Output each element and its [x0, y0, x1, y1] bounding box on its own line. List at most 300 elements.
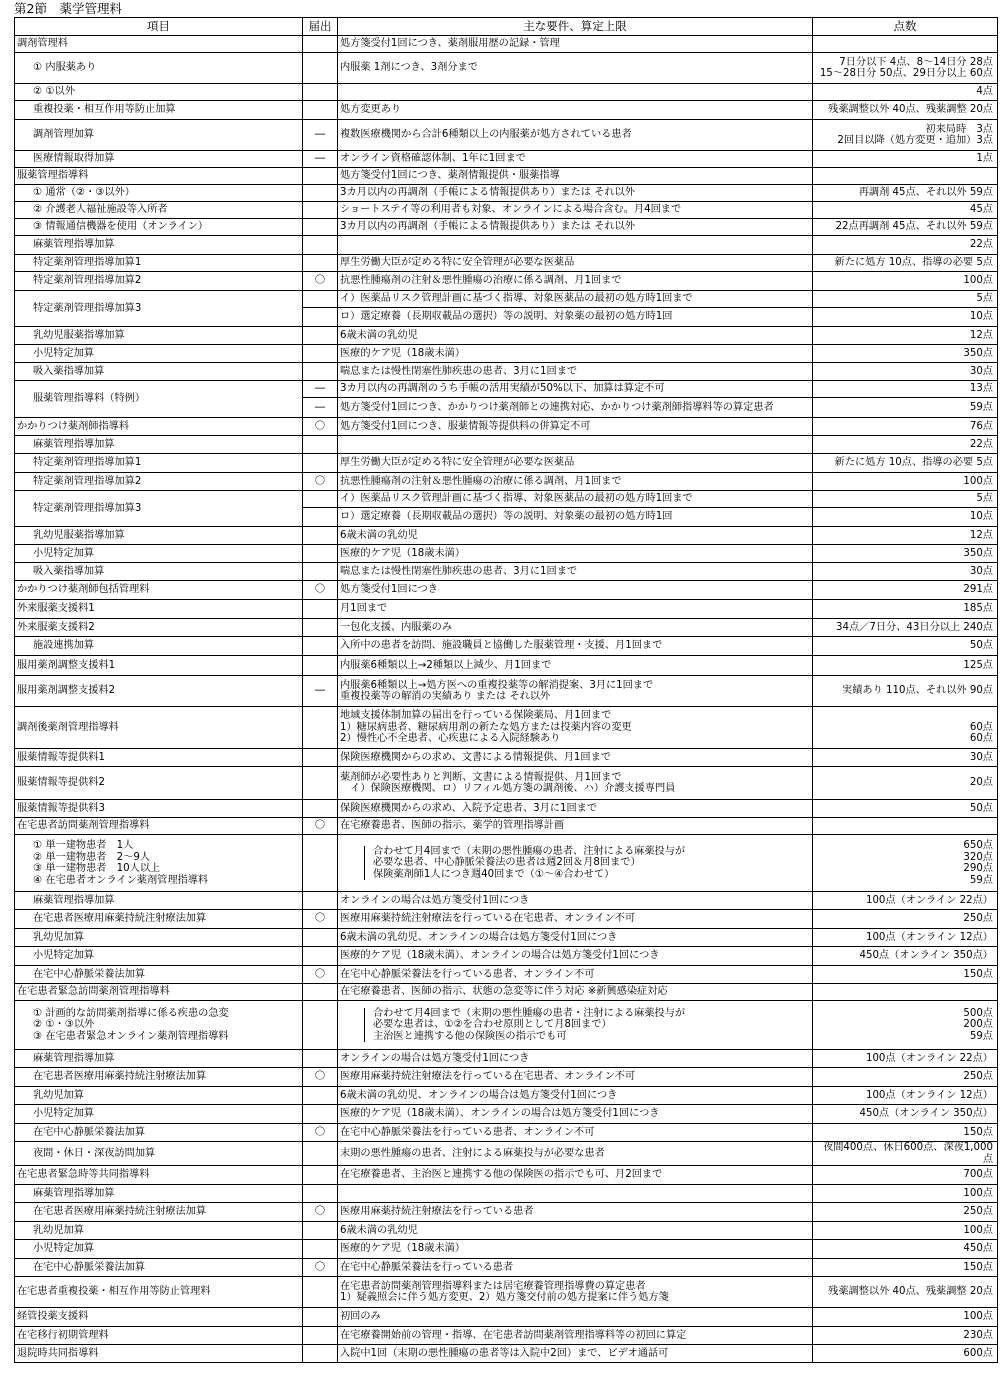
row-points: 150点 [813, 1259, 998, 1277]
row-points: 100点 [813, 1185, 998, 1203]
row-requirements: 3カ月以内の再調剤のうち手帳の活用実績が50%以下、加算は算定不可 [338, 381, 813, 398]
row-todoke [303, 1222, 338, 1240]
row-requirements: 医療用麻薬持続注射療法を行っている在宅患者、オンライン不可 [338, 910, 813, 929]
row-todoke [303, 345, 338, 363]
row-requirements: 医療的ケア児（18歳未満） [338, 345, 813, 363]
row-todoke: 〇 [303, 1259, 338, 1277]
table-row [15, 272, 998, 291]
row-todoke [303, 1345, 338, 1363]
row-item: 小児特定加算 [15, 1105, 303, 1124]
row-requirements: 処方箋受付1回につき、薬剤情報提供・服薬指導 [338, 168, 813, 185]
row-todoke: 〇 [303, 818, 338, 835]
row-item-list [15, 835, 303, 892]
row-todoke [303, 545, 338, 563]
row-requirements: 医療用麻薬持続注射療法を行っている患者 [338, 1203, 813, 1222]
row-todoke [303, 36, 338, 53]
row-item: 麻薬管理指導加算 [15, 892, 303, 910]
row-todoke: 〇 [303, 910, 338, 929]
row-requirements: 内服薬 1剤につき、3剤分まで [338, 53, 813, 84]
table-row [15, 892, 998, 910]
table-row [15, 101, 998, 120]
row-item: 特定薬剤管理指導加算1 [15, 255, 303, 272]
row-todoke [303, 707, 338, 749]
row-requirements: 抗悪性腫瘍剤の注射＆悪性腫瘍の治療に係る調剤、月1回まで [338, 473, 813, 491]
row-item: 麻薬管理指導加算 [15, 236, 303, 255]
row-requirements: 在宅中心静脈栄養法を行っている患者、オンライン不可 [338, 1124, 813, 1142]
row-requirements: 入院中1回（末期の悪性腫瘍の患者等は入院中2回）まで、ビデオ通話可 [338, 1345, 813, 1363]
row-todoke [303, 327, 338, 345]
requirement-line: 合わせて月4回まで（末期の悪性腫瘍の患者、注射による麻薬投与が [373, 845, 686, 857]
row-todoke: 〇 [303, 1068, 338, 1087]
row-requirements: 処方箋受付1回につき、かかりつけ薬剤師との連携対応、かかりつけ薬剤師指導料等の算定患者 [338, 398, 813, 418]
header-points: 点数 [813, 18, 998, 36]
table-row [15, 707, 998, 749]
row-requirements [338, 1185, 813, 1203]
row-requirements: 在宅療養患者、医師の指示、薬学的管理指導計画 [338, 818, 813, 835]
row-item: 外来服薬支援料1 [15, 600, 303, 619]
row-requirements [338, 236, 813, 255]
fee-table [14, 17, 998, 1363]
row-points: 20点 [813, 767, 998, 800]
row-points: 再調剤 45点、それ以外 59点 [813, 185, 998, 202]
row-todoke [303, 749, 338, 767]
row-todoke: 〇 [303, 1203, 338, 1222]
row-requirements: 6歳未満の乳幼児 [338, 1222, 813, 1240]
row-requirements: 在宅中心静脈栄養法を行っている患者、オンライン不可 [338, 966, 813, 984]
row-todoke [303, 255, 338, 272]
row-points: 30点 [813, 563, 998, 581]
row-todoke [303, 168, 338, 185]
row-todoke: 〇 [303, 1124, 338, 1142]
table-row [15, 185, 998, 202]
row-points: 230点 [813, 1327, 998, 1345]
row-todoke: 〇 [303, 581, 338, 600]
row-points: 100点（オンライン 12点） [813, 929, 998, 947]
table-row [15, 151, 998, 168]
row-points: 12点 [813, 527, 998, 545]
table-row [15, 947, 998, 966]
points-value: 320点 [963, 851, 993, 863]
row-requirements: 医療用麻薬持続注射療法を行っている在宅患者、オンライン不可 [338, 1068, 813, 1087]
row-item: 重複投薬・相互作用等防止加算 [15, 101, 303, 120]
table-row [15, 563, 998, 581]
row-todoke [303, 436, 338, 454]
table-row [15, 1166, 998, 1185]
row-requirements: 医療的ケア児（18歳未満）、オンラインの場合は処方箋受付1回につき [338, 947, 813, 966]
table-row [15, 749, 998, 767]
row-todoke: 〇 [303, 272, 338, 291]
list-item: ② ①・③以外 [33, 1019, 95, 1031]
row-points: 実績あり 110点、それ以外 90点 [813, 676, 998, 707]
row-item: 麻薬管理指導加算 [15, 1185, 303, 1203]
row-points: 新たに処方 10点、指導の必要 5点 [813, 454, 998, 473]
table-row [15, 1345, 998, 1363]
row-points: 250点 [813, 1203, 998, 1222]
row-requirements: 厚生労働大臣が定める特に安全管理が必要な医薬品 [338, 454, 813, 473]
row-points: 残薬調整以外 40点、残薬調整 20点 [813, 101, 998, 120]
table-row [15, 1068, 998, 1087]
row-points: 30点 [813, 749, 998, 767]
row-requirements: 喘息または慢性閉塞性肺疾患の患者、3月に1回まで [338, 363, 813, 381]
points-value: 500点 [963, 1007, 993, 1019]
row-points: 10点 [813, 508, 998, 527]
table-row [15, 1001, 998, 1050]
row-item: かかりつけ薬剤師包括管理料 [15, 581, 303, 600]
row-item: 在宅移行初期管理料 [15, 1327, 303, 1345]
row-item: 夜間・休日・深夜訪問加算 [15, 1142, 303, 1166]
row-item: 特定薬剤管理指導加算2 [15, 473, 303, 491]
row-requirements: オンラインの場合は処方箋受付1回につき [338, 1050, 813, 1068]
row-requirements: 内服薬6種類以上→2種類以上減少、月1回まで [338, 656, 813, 676]
row-points: 700点 [813, 1166, 998, 1185]
row-todoke [303, 308, 338, 327]
row-requirements: 月1回まで [338, 600, 813, 619]
row-todoke: 〇 [303, 966, 338, 984]
row-points: 76点 [813, 418, 998, 436]
table-row [15, 1087, 998, 1105]
row-item: 乳幼児加算 [15, 1087, 303, 1105]
table-row [15, 84, 998, 101]
row-item: ① 通常（②・③以外） [15, 185, 303, 202]
row-todoke [303, 1277, 338, 1308]
table-row [15, 1185, 998, 1203]
row-requirements: 在宅療養開始前の管理・指導、在宅患者訪問薬剤管理指導料等の初回に算定 [338, 1327, 813, 1345]
table-row [15, 1142, 998, 1166]
row-points: 250点 [813, 910, 998, 929]
row-points: 新たに処方 10点、指導の必要 5点 [813, 255, 998, 272]
list-item: ① 計画的な訪問薬剤指導に係る疾患の急変 [33, 1007, 229, 1019]
table-row [15, 1105, 998, 1124]
table-row [15, 255, 998, 272]
row-requirements: 処方箋受付1回につき、薬剤服用歴の記録・管理 [338, 36, 813, 53]
row-requirements: ロ）選定療養（長期収載品の選択）等の説明、対象薬の最初の処方時1回 [338, 508, 813, 527]
row-todoke: ― [303, 676, 338, 707]
table-row [15, 656, 998, 676]
row-requirements: 在宅療養患者、主治医と連携する他の保険医の指示でも可、月2回まで [338, 1166, 813, 1185]
row-item: 在宅患者緊急時等共同指導料 [15, 1166, 303, 1185]
row-item: 特定薬剤管理指導加算3 [15, 291, 303, 327]
row-todoke: 〇 [303, 473, 338, 491]
row-todoke [303, 1001, 338, 1050]
table-row [15, 1222, 998, 1240]
row-requirements: 処方変更あり [338, 101, 813, 120]
row-points: 100点（オンライン 22点） [813, 1050, 998, 1068]
row-requirements: 6歳未満の乳幼児、オンラインの場合は処方箋受付1回につき [338, 929, 813, 947]
row-todoke [303, 947, 338, 966]
row-points: 450点（オンライン 350点） [813, 947, 998, 966]
row-requirements: 保険医療機関からの求め、文書による情報提供、月1回まで [338, 749, 813, 767]
row-requirements: イ）医薬品リスク管理計画に基づく指導、対象医薬品の最初の処方時1回まで [338, 291, 813, 308]
table-row [15, 767, 998, 800]
row-todoke [303, 219, 338, 236]
table-row [15, 345, 998, 363]
row-todoke: ― [303, 120, 338, 151]
row-todoke [303, 1105, 338, 1124]
row-points: 250点 [813, 1068, 998, 1087]
row-points: 100点 [813, 473, 998, 491]
table-row [15, 637, 998, 656]
row-points: 22点 [813, 436, 998, 454]
row-requirements: 末期の悪性腫瘍の患者、注射による麻薬投与が必要な患者 [338, 1142, 813, 1166]
row-requirements: 処方箋受付1回につき [338, 581, 813, 600]
row-points: 100点（オンライン 22点） [813, 892, 998, 910]
row-item: 服薬管理指導料 [15, 168, 303, 185]
row-todoke [303, 637, 338, 656]
row-points [813, 818, 998, 835]
row-item: 特定薬剤管理指導加算2 [15, 272, 303, 291]
row-requirements: 薬剤師が必要性ありと判断、文書による情報提供、月1回まで イ）保険医療機関、ロ）リフィル処方箋の調剤後、ハ）介護支援専門員 [338, 767, 813, 800]
list-item: ④ 在宅患者オンライン薬剤管理指導料 [33, 874, 209, 886]
row-requirements: イ）医薬品リスク管理計画に基づく指導、対象医薬品の最初の処方時1回まで [338, 491, 813, 508]
row-todoke [303, 656, 338, 676]
points-value: 59点 [969, 874, 993, 886]
table-row [15, 168, 998, 185]
row-todoke [303, 892, 338, 910]
row-points: 22点 [813, 236, 998, 255]
row-item: 吸入薬指導加算 [15, 363, 303, 381]
row-requirements [338, 436, 813, 454]
row-todoke: ― [303, 151, 338, 168]
table-row [15, 363, 998, 381]
row-points: 100点 [813, 1308, 998, 1327]
requirement-line: 必要な患者、中心静脈栄養法の患者は週2回＆月8回まで） [373, 857, 641, 869]
row-requirements: 6歳未満の乳幼児、オンラインの場合は処方箋受付1回につき [338, 1087, 813, 1105]
row-item: 服薬情報等提供料1 [15, 749, 303, 767]
row-points [813, 36, 998, 53]
row-item: 服用薬剤調整支援料2 [15, 676, 303, 707]
bracket-group [364, 846, 810, 881]
row-todoke [303, 619, 338, 637]
row-requirements: ロ）選定療養（長期収載品の選択）等の説明、対象薬の最初の処方時1回 [338, 308, 813, 327]
table-row [15, 202, 998, 219]
table-row [15, 600, 998, 619]
row-points: 450点 [813, 1240, 998, 1259]
row-todoke [303, 929, 338, 947]
row-requirements: 地域支援体制加算の届出を行っている保険薬局、月1回まで 1）糖尿病患者、糖尿病用剤の新たな処方または投薬内容の変更 2）慢性心不全患者、心疾患による入院経験あり [338, 707, 813, 749]
table-row [15, 454, 998, 473]
table-row [15, 1203, 998, 1222]
row-item: 乳幼児服薬指導加算 [15, 527, 303, 545]
row-points [813, 984, 998, 1001]
table-row [15, 818, 998, 835]
table-header-row [15, 18, 998, 36]
row-item: 麻薬管理指導加算 [15, 436, 303, 454]
row-todoke [303, 1185, 338, 1203]
row-points: 450点（オンライン 350点） [813, 1105, 998, 1124]
row-points: 1点 [813, 151, 998, 168]
row-item: 調剤管理加算 [15, 120, 303, 151]
row-item: 施設連携加算 [15, 637, 303, 656]
row-requirements: 3カ月以内の再調剤（手帳による情報提供あり）または それ以外 [338, 219, 813, 236]
table-row [15, 984, 998, 1001]
table-row [15, 581, 998, 600]
row-points: 50点 [813, 637, 998, 656]
row-todoke [303, 1087, 338, 1105]
row-requirements: 医療的ケア児（18歳未満） [338, 545, 813, 563]
row-requirements: 初回のみ [338, 1308, 813, 1327]
row-item: ① 内服薬あり [15, 53, 303, 84]
row-item: 在宅中心静脈栄養法加算 [15, 1124, 303, 1142]
table-row [15, 1327, 998, 1345]
row-requirements: 3カ月以内の再調剤（手帳による情報提供あり）または それ以外 [338, 185, 813, 202]
table-row [15, 436, 998, 454]
table-row [15, 120, 998, 151]
row-todoke [303, 800, 338, 818]
row-todoke: ― [303, 381, 338, 398]
table-row [15, 491, 998, 508]
section-title: 第2節 薬学管理料 [14, 1, 122, 16]
row-item: かかりつけ薬剤師指導料 [15, 418, 303, 436]
row-todoke [303, 491, 338, 508]
header-requirements: 主な要件、算定上限 [338, 18, 813, 36]
row-todoke [303, 1142, 338, 1166]
table-row [15, 1124, 998, 1142]
row-todoke [303, 363, 338, 381]
row-todoke [303, 202, 338, 219]
row-requirements: 一包化支援、内服薬のみ [338, 619, 813, 637]
row-item: 服薬情報等提供料3 [15, 800, 303, 818]
row-todoke [303, 600, 338, 619]
row-requirements: ショートステイ等の利用者も対象、オンラインによる場合含む。月4回まで [338, 202, 813, 219]
row-requirements: 医療的ケア児（18歳未満）、オンラインの場合は処方箋受付1回につき [338, 1105, 813, 1124]
row-todoke [303, 185, 338, 202]
row-points: 350点 [813, 545, 998, 563]
row-todoke [303, 454, 338, 473]
header-todoke: 届出 [303, 18, 338, 36]
table-row [15, 676, 998, 707]
row-todoke [303, 563, 338, 581]
row-item-list [15, 1001, 303, 1050]
table-row [15, 36, 998, 53]
points-value: 200点 [963, 1019, 993, 1031]
requirement-line: 必要な患者は、①②を合わせ原則として月8回まで） [373, 1019, 612, 1031]
table-row [15, 1308, 998, 1327]
table-row [15, 835, 998, 892]
row-item: 麻薬管理指導加算 [15, 1050, 303, 1068]
row-points: 150点 [813, 966, 998, 984]
row-requirements: 処方箋受付1回につき、服薬情報等提供料の併算定不可 [338, 418, 813, 436]
table-row [15, 966, 998, 984]
row-item: 調剤後薬剤管理指導料 [15, 707, 303, 749]
row-points: 7日分以下 4点、8～14日分 28点 15～28日分 50点、29日分以上 60点 [813, 53, 998, 84]
table-row [15, 910, 998, 929]
row-item: 在宅患者医療用麻薬持続注射療法加算 [15, 1068, 303, 1087]
list-item: ① 単一建物患者 1人 [33, 840, 134, 851]
row-points: 22点再調剤 45点、それ以外 59点 [813, 219, 998, 236]
row-item: 乳幼児加算 [15, 1222, 303, 1240]
row-points: 100点（オンライン 12点） [813, 1087, 998, 1105]
row-points: 600点 [813, 1345, 998, 1363]
table-row [15, 219, 998, 236]
row-requirements: オンライン資格確認体制、1年に1回まで [338, 151, 813, 168]
row-points: 残薬調整以外 40点、残薬調整 20点 [813, 1277, 998, 1308]
table-row [15, 545, 998, 563]
row-item: 乳幼児服薬指導加算 [15, 327, 303, 345]
list-item: ③ 在宅患者緊急オンライン薬剤管理指導料 [33, 1030, 229, 1042]
row-item: 在宅患者医療用麻薬持続注射療法加算 [15, 910, 303, 929]
list-item: ② 単一建物患者 2～9人 [33, 851, 151, 863]
row-points: 30点 [813, 363, 998, 381]
header-item: 項目 [15, 18, 303, 36]
row-item: ② 介護老人福祉施設等入所者 [15, 202, 303, 219]
row-item: 小児特定加算 [15, 345, 303, 363]
row-requirements [338, 84, 813, 101]
row-points: 100点 [813, 272, 998, 291]
table-row [15, 929, 998, 947]
row-todoke [303, 1166, 338, 1185]
row-requirements: 抗悪性腫瘍剤の注射＆悪性腫瘍の治療に係る調剤、月1回まで [338, 272, 813, 291]
table-row [15, 53, 998, 84]
row-todoke [303, 1308, 338, 1327]
row-requirements: 入所中の患者を訪問、施設職員と協働した服薬管理・支援、月1回まで [338, 637, 813, 656]
row-item: 在宅患者医療用麻薬持続注射療法加算 [15, 1203, 303, 1222]
row-item: 退院時共同指導料 [15, 1345, 303, 1363]
row-points: 10点 [813, 308, 998, 327]
row-requirements: 複数医療機関から合計6種類以上の内服薬が処方されている患者 [338, 120, 813, 151]
table-row [15, 327, 998, 345]
points-value: 59点 [969, 1030, 993, 1042]
row-todoke [303, 984, 338, 1001]
row-points: 45点 [813, 202, 998, 219]
row-item: 特定薬剤管理指導加算3 [15, 491, 303, 527]
row-points: 初来局時 3点 2回目以降（処方変更・追加）3点 [813, 120, 998, 151]
row-todoke [303, 236, 338, 255]
row-requirements: オンラインの場合は処方箋受付1回につき [338, 892, 813, 910]
row-points: 4点 [813, 84, 998, 101]
row-item: 乳幼児加算 [15, 929, 303, 947]
row-item: 特定薬剤管理指導加算1 [15, 454, 303, 473]
row-points: 350点 [813, 345, 998, 363]
row-todoke [303, 84, 338, 101]
row-requirements: 在宅中心静脈栄養法を行っている患者 [338, 1259, 813, 1277]
row-points [813, 168, 998, 185]
row-item: 小児特定加算 [15, 1240, 303, 1259]
row-item: 在宅患者緊急訪問薬剤管理指導料 [15, 984, 303, 1001]
table-row [15, 1050, 998, 1068]
requirement-line: 主治医と連携する他の保険医の指示でも可 [373, 1030, 567, 1042]
row-item: 在宅中心静脈栄養法加算 [15, 1259, 303, 1277]
table-row [15, 236, 998, 255]
row-todoke: 〇 [303, 418, 338, 436]
row-points: 59点 [813, 398, 998, 418]
row-points: 100点 [813, 1222, 998, 1240]
table-row [15, 527, 998, 545]
table-row [15, 800, 998, 818]
row-points: 60点 60点 [813, 707, 998, 749]
row-requirements [338, 1001, 813, 1050]
row-points: 185点 [813, 600, 998, 619]
row-points-list [813, 835, 998, 892]
row-item: 在宅患者重複投薬・相互作用等防止管理料 [15, 1277, 303, 1308]
row-item: 外来服薬支援料2 [15, 619, 303, 637]
row-todoke [303, 527, 338, 545]
row-todoke: ― [303, 398, 338, 418]
row-item: 服薬管理指導料（特例） [15, 381, 303, 418]
row-requirements: 在宅患者訪問薬剤管理指導料または居宅療養管理指導費の算定患者 1）疑義照会に伴う処方変更、2）処方箋交付前の処方提案に伴う処方箋 [338, 1277, 813, 1308]
row-requirements: 医療的ケア児（18歳未満） [338, 1240, 813, 1259]
row-todoke [303, 1327, 338, 1345]
table-row [15, 473, 998, 491]
row-item: 在宅中心静脈栄養法加算 [15, 966, 303, 984]
row-todoke [303, 101, 338, 120]
table-row [15, 1259, 998, 1277]
row-todoke [303, 291, 338, 308]
row-todoke [303, 508, 338, 527]
table-row [15, 418, 998, 436]
row-points: 291点 [813, 581, 998, 600]
row-requirements: 内服薬6種類以上→処方医への重複投薬等の解消提案、3月に1回まで 重複投薬等の解消の実績あり または それ以外 [338, 676, 813, 707]
row-todoke [303, 53, 338, 84]
